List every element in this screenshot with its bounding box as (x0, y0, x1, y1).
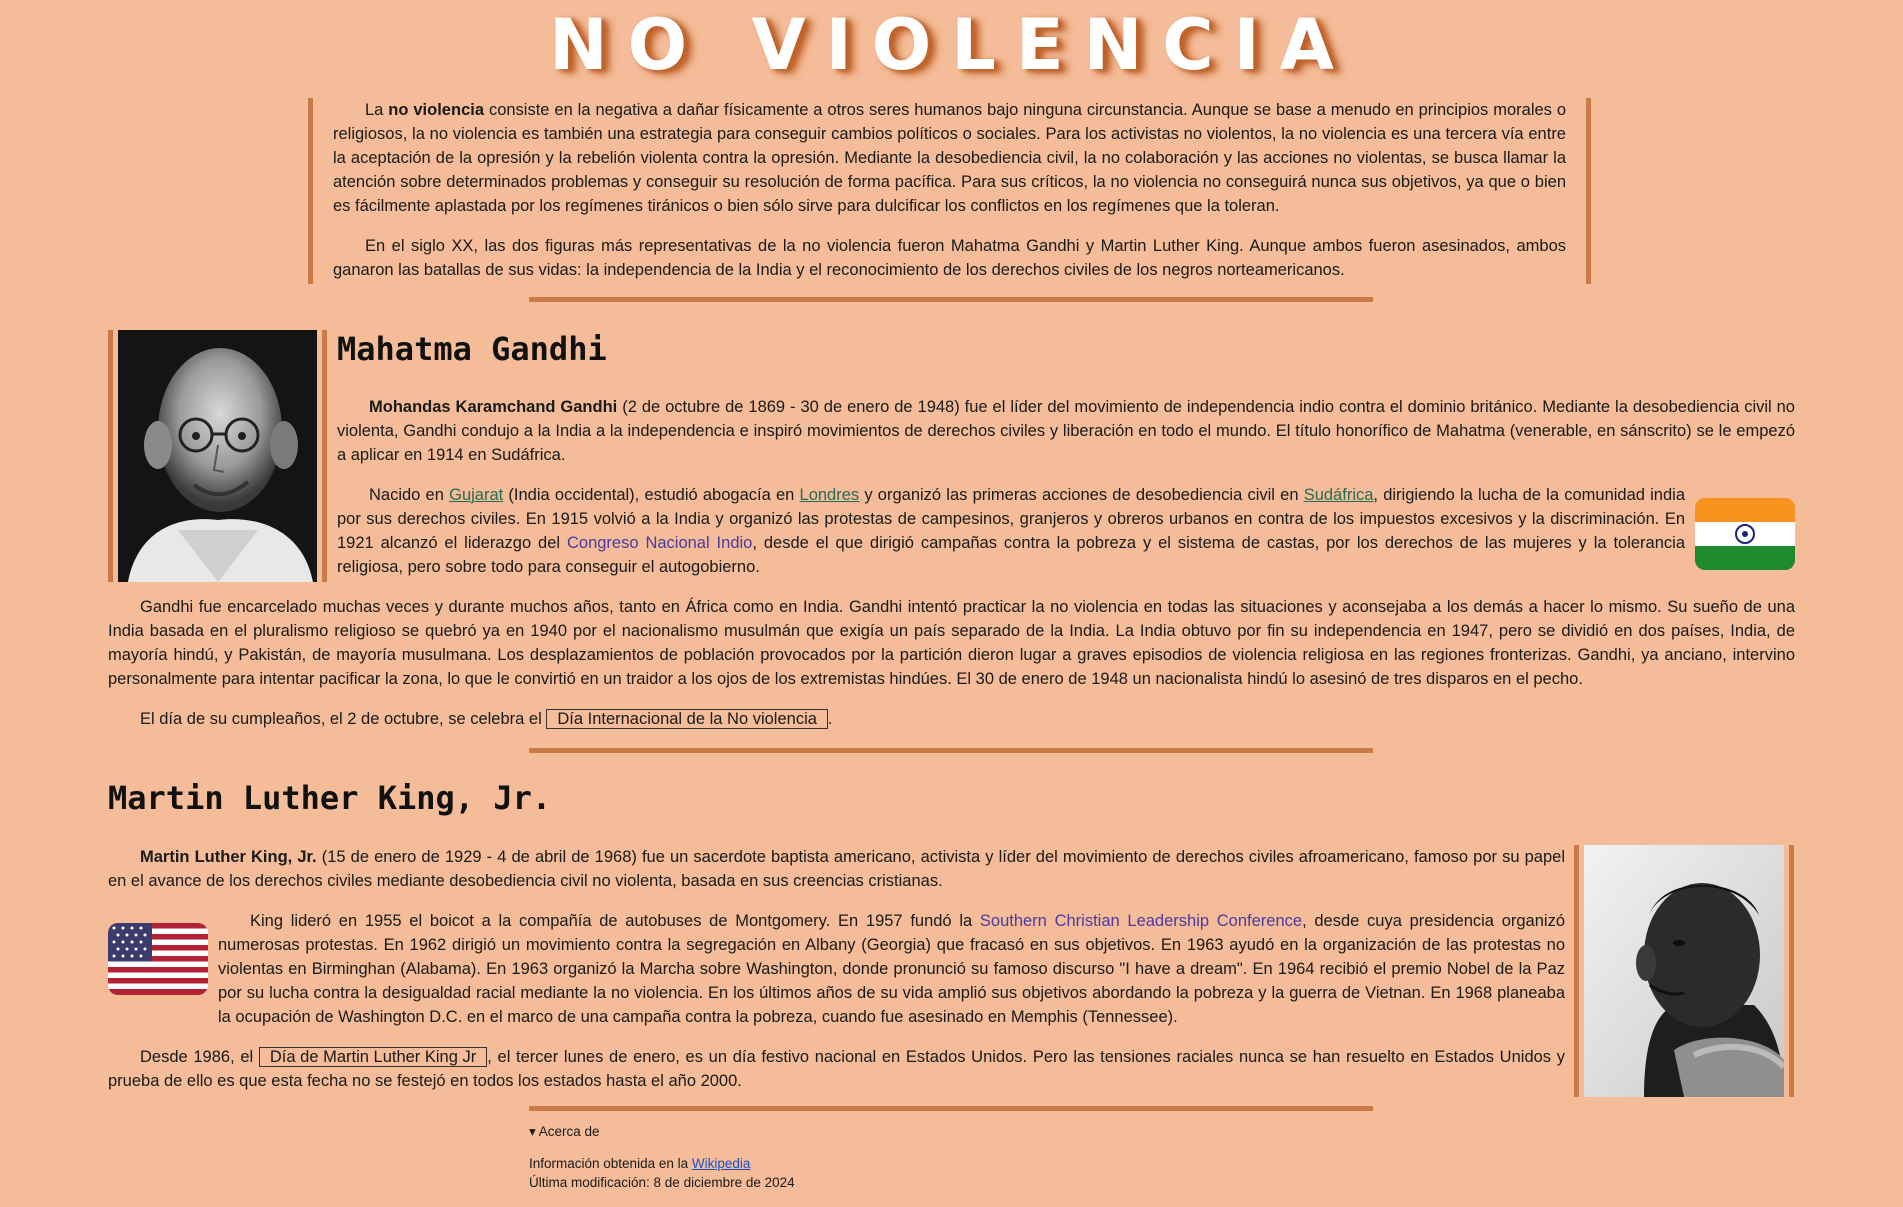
mlk-paragraph-3 (108, 1045, 1565, 1093)
link-wikipedia[interactable]: Wikipedia (691, 1156, 751, 1171)
mlk-text: (15 de enero de 1929 - 4 de abril de 1968) fue un sacerdote baptista americano, activista y líder del movimiento de derechos civiles afroamericano, famoso por su papel en el avance de los derechos civiles mediante desobediencia civil no violenta, basada en sus creencias cristianas. (108, 848, 1565, 890)
mlk-text: , el tercer lunes de enero, es un día festivo nacional en Estados Unidos. Pero las tensiones raciales nunca se han resuelto en Estados Unidos y prueba de ello es que esta fecha no se festejó en todos los estados hasta el año 2000. (108, 1048, 1565, 1090)
mlk-intro (108, 845, 1565, 893)
link-gujarat[interactable]: Gujarat (449, 486, 504, 504)
gandhi-paragraph-3: Gandhi fue encarcelado muchas veces y durante muchos años, tanto en África como en India. Gandhi intentó practicar la no violencia en todas las situaciones y aconsejaba a los demás a hacer lo mismo. Su sueño de una India basada en el pluralismo religioso se quebró ya en 1940 por el nacionalismo musulmán que exigía un país separado de la India. La India obtuvo por fin su independencia en 1947, pero se dividió en dos países, India, de mayoría hindú, y Pakistán, de mayoría musulmana. Los desplazamientos de población provocados por la partición dieron lugar a graves episodios de violencia religiosa en las regiones fronterizas. Gandhi, ya anciano, intervino personalmente para intentar pacificar la zona, lo que le convirtió en un traidor a los ojos de los extremistas hindúes. El 30 de enero de 1948 un nacionalista hindú lo asesinó de tres disparos en el pecho. (108, 598, 1795, 688)
gandhi-heading: Mahatma Gandhi (337, 330, 607, 368)
gandhi-text: y organizó las primeras acciones de desobediencia civil en (859, 486, 1304, 504)
intro-bold-term: no violencia (388, 101, 485, 119)
mlk-paragraph-1 (108, 845, 1565, 893)
intro-paragraph-2: En el siglo XX, las dos figuras más representativas de la no violencia fueron Mahatma Gandhi y Martin Luther King. Aunque ambos fueron asesinados, ambos ganaron las batallas de sus vidas: la independencia de la India y el reconocimiento de los derechos civiles de los negros norteamericanos. (333, 237, 1566, 279)
source-line (529, 1154, 795, 1173)
gandhi-paragraph-4 (108, 707, 1795, 731)
gandhi-text: Nacido en (369, 486, 450, 504)
footer-info (529, 1154, 795, 1192)
gandhi-name-bold: Mohandas Karamchand Gandhi (369, 398, 618, 416)
link-sclc[interactable]: Southern Christian Leadership Conference (979, 912, 1303, 930)
gandhi-text: , desde el que dirigió campañas contra la pobreza y el sistema de castas, por los derechos de las mujeres y la tolerancia religiosa, pero sobre todo para conseguir el autogobierno. (337, 534, 1685, 576)
source-text: Información obtenida en la (529, 1156, 692, 1171)
link-sudafrica[interactable]: Sudáfrica (1303, 486, 1374, 504)
gandhi-text: El día de su cumpleaños, el 2 de octubre, se celebra el (140, 710, 547, 728)
gandhi-portrait-image (118, 330, 317, 582)
gandhi-paragraph-2 (337, 483, 1685, 579)
gandhi-text: (India occidental), estudió abogacía en (503, 486, 800, 504)
gandhi-text: . (827, 710, 833, 728)
intro-text: La (365, 101, 389, 119)
link-congreso-nacional-indio[interactable]: Congreso Nacional Indio (566, 534, 753, 552)
mlk-body (108, 1045, 1565, 1093)
mlk-text: Desde 1986, el (140, 1048, 259, 1066)
dia-mlk-box: Día de Martin Luther King Jr (259, 1047, 487, 1067)
mlk-name-bold: Martin Luther King, Jr. (140, 848, 317, 866)
mlk-photo (1574, 845, 1794, 1097)
gandhi-bio (337, 483, 1685, 579)
intro-paragraph-1 (333, 98, 1566, 218)
divider (529, 1106, 1373, 1111)
gandhi-photo (108, 330, 327, 582)
mlk-heading: Martin Luther King, Jr. (108, 779, 552, 817)
divider (529, 748, 1373, 753)
gandhi-paragraph-1 (337, 395, 1795, 467)
usa-flag-icon (108, 923, 208, 995)
footer (529, 1124, 795, 1192)
mlk-bio (218, 909, 1565, 1029)
divider (529, 297, 1373, 302)
gandhi-text: , dirigiendo la lucha de la comunidad india por sus derechos civiles. En 1915 volvió a la India y organizó las protestas de campesinos, granjeros y obreros urbanos en contra de los impuestos excesivos y la discriminación. En 1921 alcanzó el liderazgo del (337, 486, 1686, 552)
about-toggle[interactable]: ▾ Acerca de (529, 1124, 600, 1139)
page-title: NO VIOLENCIA (549, 4, 1354, 86)
link-londres[interactable]: Londres (799, 486, 860, 504)
india-flag-icon (1695, 498, 1795, 570)
mlk-portrait-image (1584, 845, 1784, 1097)
gandhi-body (108, 595, 1795, 731)
dia-no-violencia-box: Día Internacional de la No violencia (546, 709, 828, 729)
gandhi-text: (2 de octubre de 1869 - 30 de enero de 1948) fue el líder del movimiento de independencia indio contra el dominio británico. Mediante la desobediencia civil no violenta, Gandhi condujo a la India a la independencia e inspiró movimientos de derechos civiles y liberación en todo el mundo. El título honorífico de Mahatma (venerable, en sánscrito) se le empezó a aplicar en 1914 en Sudáfrica. (337, 398, 1795, 464)
intro-text: consiste en la negativa a dañar físicamente a otros seres humanos bajo ninguna circunstancia. Aunque se base a menudo en principios morales o religiosos, la no violencia es también una estrategia para conseguir cambios políticos o sociales. Para los activistas no violentos, la no violencia es una tercera vía entre la aceptación de la opresión y la rebelión violenta contra la opresión. Mediante la desobediencia civil, la no colaboración y las acciones no violentas, se busca llamar la atención sobre determinados problemas y conseguir su resolución de forma pacífica. Para sus críticos, la no violencia no conseguirá nunca sus objetivos, ya que o bien es fácilmente aplastada por los regímenes tiránicos o bien sólo sirve para dulcificar los conflictos en los regímenes que la toleran. (333, 101, 1567, 215)
mlk-text: , desde cuya presidencia organizó numerosas protestas. En 1962 dirigió un movimiento contra la segregación en Albany (Georgia) que fracasó en sus objetivos. En 1963 ayudó en la organización de las protestas no violentas en Birminghan (Alabama). En 1963 organizó la Marcha sobre Washington, donde pronunció su famoso discurso "I have a dream". En 1964 recibió el premio Nobel de la Paz por su lucha contra la desigualdad racial mediante la no violencia. En los últimos años de su vida amplió sus objetivos abordando la pobreza y la guerra de Vietnan. En 1968 planeaba la ocupación de Washington D.C. en el marco de una campaña contra la pobreza, cuando fue asesinado en Memphis (Tennessee). (218, 912, 1565, 1026)
gandhi-intro (337, 395, 1795, 467)
mlk-text: King lideró en 1955 el boicot a la compañía de autobuses de Montgomery. En 1957 fundó la (250, 912, 980, 930)
mlk-paragraph-2 (218, 909, 1565, 1029)
intro-box (308, 98, 1591, 284)
last-modified: Última modificación: 8 de diciembre de 2024 (529, 1175, 795, 1190)
